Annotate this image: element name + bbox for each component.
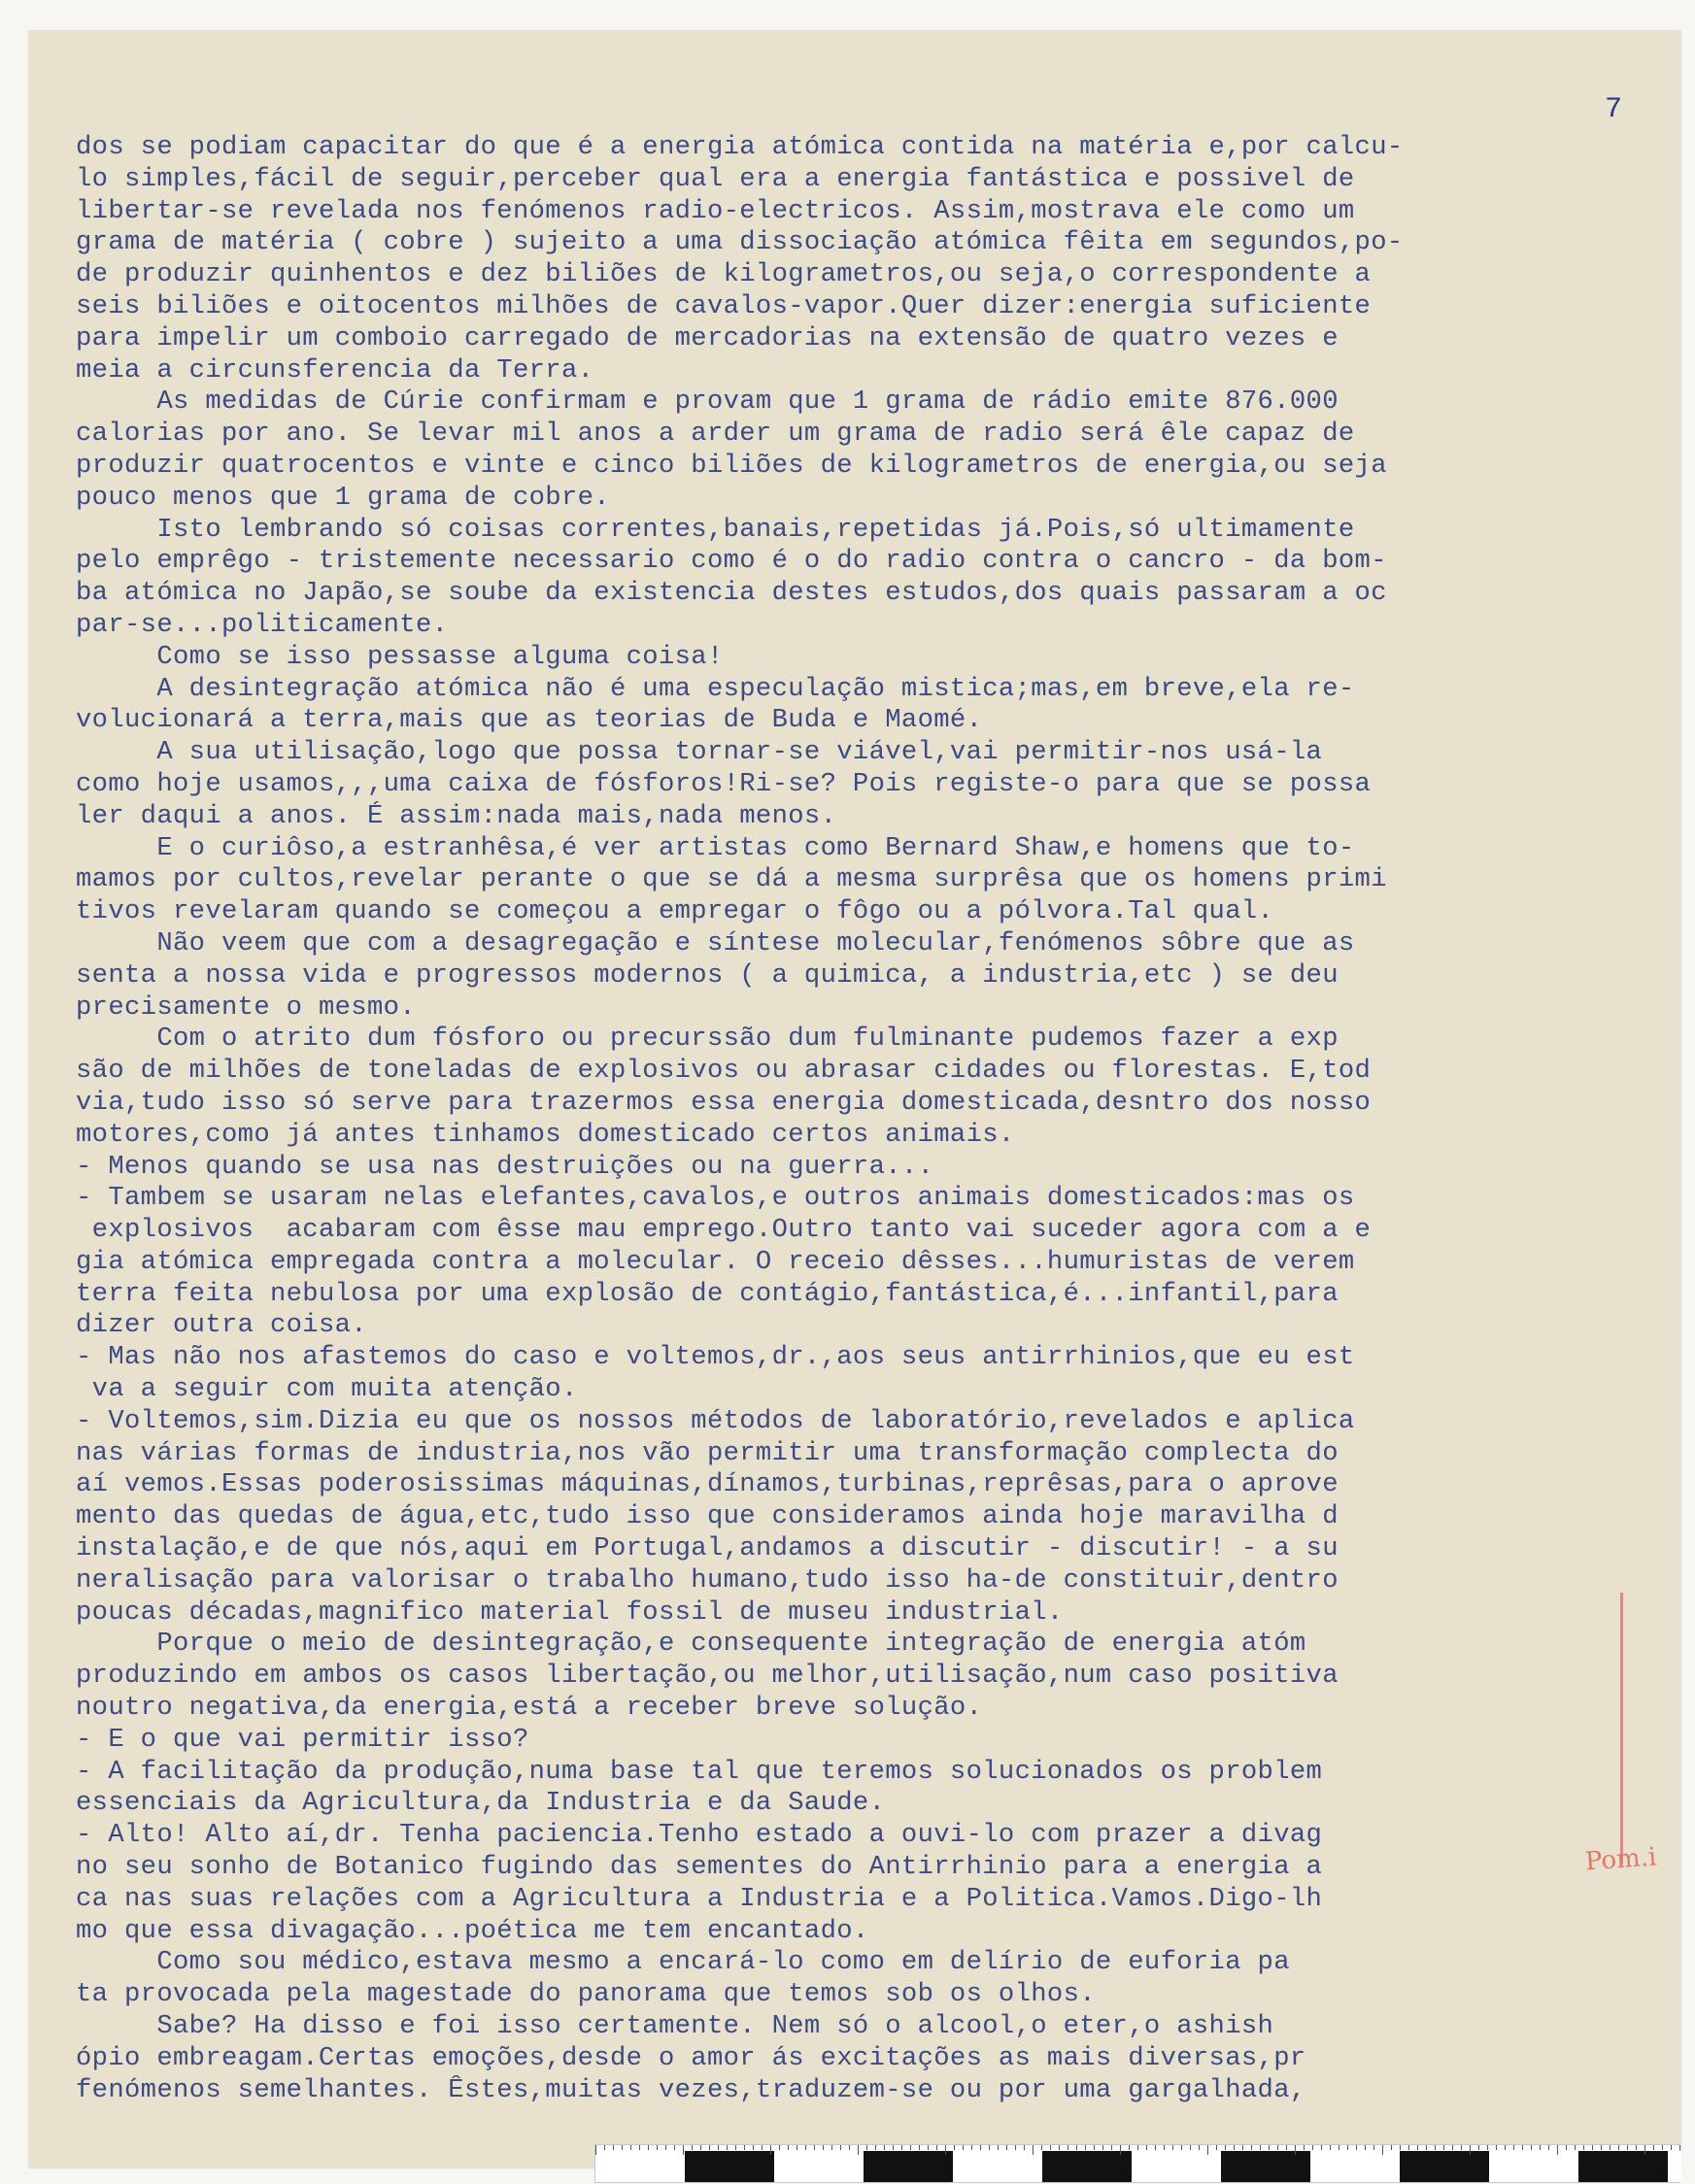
- text-line: essenciais da Agricultura,da Industria e da Saude.: [76, 1788, 886, 1819]
- ruler-tick: [1199, 2145, 1200, 2150]
- ruler-tick: [1452, 2145, 1453, 2150]
- text-line: mamos por cultos,revelar perante o que se dá a mesma surprêsa que os homens primi: [76, 864, 1387, 895]
- ruler-tick: [1216, 2145, 1217, 2150]
- ruler-segment: [1400, 2151, 1489, 2182]
- ruler-tick: [954, 2145, 955, 2150]
- ruler-tick: [1671, 2145, 1672, 2150]
- ruler-tick: [901, 2145, 902, 2150]
- ruler-segment: [1310, 2151, 1400, 2182]
- ruler-tick: [884, 2145, 885, 2150]
- ruler-tick: [1575, 2145, 1576, 2150]
- text-line: ba atómica no Japão,se soube da existencia destes estudos,dos quais passaram a oc: [76, 578, 1387, 609]
- text-line: para impelir um comboio carregado de mercadorias na extensão de quatro vezes e: [76, 322, 1339, 353]
- ruler-tick: [893, 2145, 894, 2150]
- ruler-tick: [665, 2145, 666, 2150]
- text-line: volucionará a terra,mais que as teorias de Buda e Maomé.: [76, 705, 983, 736]
- ruler-tick: [936, 2145, 937, 2150]
- ruler-tick: [1181, 2145, 1182, 2150]
- ruler-tick: [1146, 2145, 1147, 2150]
- ruler-tick: [1662, 2145, 1663, 2150]
- ruler-tick: [1531, 2145, 1532, 2150]
- ruler-segment: [1221, 2151, 1310, 2182]
- text-line: lo simples,fácil de seguir,perceber qual era a energia fantástica e possivel de: [76, 163, 1355, 194]
- ruler-tick: [1417, 2145, 1418, 2150]
- ruler-tick: [1540, 2145, 1541, 2150]
- text-line: no seu sonho de Botanico fugindo das sementes do Antirrhinio para a energia a: [76, 1852, 1323, 1883]
- ruler-tick: [1137, 2145, 1138, 2150]
- ruler-tick: [1269, 2145, 1270, 2150]
- ruler-tick: [1015, 2145, 1016, 2150]
- text-line: grama de matéria ( cobre ) sujeito a uma dissociação atómica fêita em segundos,po-: [76, 227, 1404, 258]
- ruler-tick: [823, 2145, 824, 2150]
- ruler-tick: [1225, 2145, 1226, 2150]
- ruler-segment: [774, 2151, 864, 2182]
- ruler-tick: [1566, 2145, 1567, 2150]
- ruler-tick: [1304, 2145, 1305, 2150]
- ruler-segment: [1132, 2151, 1221, 2182]
- ruler-tick: [1120, 2145, 1121, 2155]
- ruler-tick: [1286, 2145, 1287, 2150]
- text-line: precisamente o mesmo.: [76, 991, 416, 1023]
- ruler-tick: [1050, 2145, 1051, 2150]
- ruler-segment: [864, 2151, 953, 2182]
- ruler-tick: [1129, 2145, 1130, 2150]
- text-line: va a seguir com muita atenção.: [76, 1374, 578, 1405]
- ruler-tick: [1321, 2145, 1322, 2150]
- ruler-segment: [685, 2151, 774, 2182]
- ruler-tick: [814, 2145, 815, 2150]
- ruler-tick: [1059, 2145, 1060, 2150]
- text-line: Com o atrito dum fósforo ou precurssão dum fulminante pudemos fazer a exp: [76, 1024, 1339, 1055]
- text-line: motores,como já antes tinhamos domesticado certos animais.: [76, 1119, 1015, 1150]
- text-line: ca nas suas relações com a Agricultura a Industria e a Politica.Vamos.Digo-lh: [76, 1883, 1323, 1914]
- ruler-tick: [683, 2145, 684, 2155]
- ruler-tick: [998, 2145, 999, 2150]
- ruler-tick: [770, 2145, 771, 2155]
- ruler-tick: [622, 2145, 623, 2150]
- ruler-tick: [630, 2145, 631, 2150]
- ruler-tick: [604, 2145, 605, 2150]
- ruler-tick: [1601, 2145, 1602, 2150]
- ruler-tick: [1513, 2145, 1514, 2150]
- text-line: ler daqui a anos. É assim:nada mais,nada menos.: [76, 800, 837, 831]
- text-line: como hoje usamos,,,uma caixa de fósforos!Ri-se? Pois registe-o para que se possa: [76, 768, 1372, 799]
- ruler-tick: [1190, 2145, 1191, 2150]
- ruler-tick: [1164, 2145, 1165, 2150]
- text-line: - A facilitação da produção,numa base tal que teremos solucionados os problem: [76, 1756, 1323, 1787]
- ruler-tick: [1373, 2145, 1374, 2150]
- ruler-tick: [1557, 2145, 1558, 2155]
- ruler-tick: [1435, 2145, 1436, 2150]
- ruler-tick: [788, 2145, 789, 2150]
- ruler-tick: [1251, 2145, 1252, 2150]
- scale-ruler: [594, 2144, 1680, 2183]
- ruler-tick: [1234, 2145, 1235, 2150]
- handwritten-margin-note: Pom.i: [1584, 1842, 1658, 1877]
- ruler-tick: [1505, 2145, 1506, 2150]
- text-line: - Mas não nos afastemos do caso e voltemos,dr.,aos seus antirrhinios,que eu est: [76, 1342, 1355, 1373]
- ruler-segment: [1668, 2151, 1681, 2182]
- ruler-tick: [1033, 2145, 1034, 2155]
- red-margin-mark: [1620, 1593, 1623, 1865]
- text-line: nas várias formas de industria,nos vão permitir uma transformação complecta do: [76, 1437, 1339, 1468]
- text-line: pouco menos que 1 grama de cobre.: [76, 482, 610, 513]
- text-line: explosivos acabaram com êsse mau emprego.Outro tanto vai suceder agora com a e: [76, 1215, 1372, 1246]
- ruler-tick: [1382, 2145, 1383, 2155]
- ruler-tick: [1102, 2145, 1103, 2150]
- text-line: aí vemos.Essas poderosissimas máquinas,dínamos,turbinas,reprêsas,para o aprove: [76, 1469, 1339, 1500]
- ruler-tick: [980, 2145, 981, 2150]
- text-line: E o curiôso,a estranhêsa,é ver artistas como Bernard Shaw,e homens que to-: [76, 832, 1355, 863]
- text-line: As medidas de Cúrie confirmam e provam que 1 grama de rádio emite 876.000: [76, 386, 1339, 418]
- ruler-tick: [1478, 2145, 1479, 2150]
- ruler-tick: [963, 2145, 964, 2150]
- text-line: Como sou médico,estava mesmo a encará-lo como em delírio de euforia pa: [76, 1947, 1290, 1978]
- text-line: par-se...politicamente.: [76, 609, 449, 640]
- text-line: instalação,e de que nós,aqui em Portugal,andamos a discutir - discutir! - a su: [76, 1533, 1339, 1564]
- ruler-tick: [718, 2145, 719, 2150]
- ruler-tick: [700, 2145, 701, 2150]
- ruler-tick: [1024, 2145, 1025, 2150]
- typewritten-body: [76, 132, 1649, 2106]
- ruler-tick: [1592, 2145, 1593, 2150]
- ruler-tick: [1277, 2145, 1278, 2150]
- ruler-tick: [753, 2145, 754, 2150]
- ruler-tick: [674, 2145, 675, 2150]
- ruler-segment: [1489, 2151, 1578, 2182]
- ruler-tick: [849, 2145, 850, 2150]
- ruler-tick: [1347, 2145, 1348, 2150]
- text-line: dos se podiam capacitar do que é a energia atómica contida na matéria e,por calcu-: [76, 132, 1404, 162]
- ruler-tick: [1006, 2145, 1007, 2150]
- ruler-tick: [1330, 2145, 1331, 2150]
- text-line: - Menos quando se usa nas destruições ou na guerra...: [76, 1151, 934, 1182]
- ruler-tick: [858, 2145, 859, 2155]
- ruler-tick: [639, 2145, 640, 2150]
- text-line: tivos revelaram quando se começou a empregar o fôgo ou a pólvora.Tal qual.: [76, 896, 1274, 927]
- text-line: fenómenos semelhantes. Êstes,muitas vezes,traduzem-se ou por uma gargalhada,: [76, 2074, 1306, 2105]
- text-line: Isto lembrando só coisas correntes,banais,repetidas já.Pois,só ultimamente: [76, 514, 1355, 545]
- ruler-tick: [1295, 2145, 1296, 2155]
- ruler-tick: [1041, 2145, 1042, 2150]
- text-line: Porque o meio de desintegração,e consequente integração de energia atóm: [76, 1629, 1306, 1660]
- text-line: produzir quatrocentos e vinte e cinco biliões de kilogrametros de energia,ou seja: [76, 450, 1387, 481]
- text-line: - Tambem se usaram nelas elefantes,cavalos,e outros animais domesticados:mas os: [76, 1183, 1355, 1214]
- ruler-tick: [1636, 2145, 1637, 2150]
- ruler-tick: [1618, 2145, 1619, 2150]
- ruler-tick: [971, 2145, 972, 2150]
- ruler-segment: [953, 2151, 1042, 2182]
- ruler-tick: [1426, 2145, 1427, 2150]
- ruler-tick: [657, 2145, 658, 2150]
- ruler-segment: [1578, 2151, 1668, 2182]
- text-line: mo que essa divagação...poética me tem encantado.: [76, 1915, 869, 1946]
- ruler-tick: [1207, 2145, 1208, 2155]
- text-line: gia atómica empregada contra a molecular. O receio dêsses...humuristas de verem: [76, 1246, 1355, 1277]
- ruler-tick: [1260, 2145, 1261, 2150]
- text-line: produzindo em ambos os casos libertação,ou melhor,utilisação,num caso positiva: [76, 1661, 1339, 1692]
- ruler-tick: [1085, 2145, 1086, 2150]
- text-line: mento das quedas de água,etc,tudo isso que consideramos ainda hoje maravilha d: [76, 1501, 1339, 1532]
- page-number: 7: [1605, 93, 1623, 126]
- ruler-tick: [1548, 2145, 1549, 2150]
- ruler-tick: [1312, 2145, 1313, 2150]
- ruler-tick: [648, 2145, 649, 2150]
- ruler-tick: [1487, 2145, 1488, 2150]
- text-line: Como se isso pessasse alguma coisa!: [76, 641, 724, 672]
- ruler-tick: [744, 2145, 745, 2150]
- text-line: terra feita nebulosa por uma explosão de contágio,fantástica,é...infantil,para: [76, 1278, 1339, 1309]
- ruler-tick: [709, 2145, 710, 2150]
- text-line: noutro negativa,da energia,está a receber breve solução.: [76, 1693, 983, 1724]
- ruler-tick: [919, 2145, 920, 2150]
- text-line: meia a circunsferencia da Terra.: [76, 354, 594, 386]
- text-line: via,tudo isso só serve para trazermos essa energia domesticada,desntro dos nosso: [76, 1087, 1372, 1118]
- ruler-tick: [1094, 2145, 1095, 2150]
- ruler-segment: [595, 2151, 685, 2182]
- ruler-tick: [1400, 2145, 1401, 2150]
- ruler-segment: [1042, 2151, 1132, 2182]
- ruler-tick: [692, 2145, 693, 2150]
- ruler-tick: [1172, 2145, 1173, 2150]
- text-line: poucas décadas,magnifico material fossil de museu industrial.: [76, 1596, 1064, 1628]
- ruler-tick: [831, 2145, 832, 2150]
- ruler-tick: [1443, 2145, 1444, 2150]
- ruler-tick: [1653, 2145, 1654, 2150]
- text-line: senta a nossa vida e progressos modernos ( a quimica, a industria,etc ) se deu: [76, 959, 1339, 991]
- ruler-tick: [928, 2145, 929, 2150]
- ruler-tick: [1365, 2145, 1366, 2150]
- ruler-tick: [1644, 2145, 1645, 2155]
- text-line: A desintegração atómica não é uma especulação mistica;mas,em breve,ela re-: [76, 673, 1355, 704]
- ruler-tick: [779, 2145, 780, 2150]
- ruler-tick: [1461, 2145, 1462, 2150]
- text-line: calorias por ano. Se levar mil anos a arder um grama de radio será êle capaz de: [76, 419, 1355, 450]
- text-line: são de milhões de toneladas de explosivos ou abrasar cidades ou florestas. E,tod: [76, 1056, 1372, 1087]
- text-line: - Alto! Alto aí,dr. Tenha paciencia.Tenho estado a ouvi-lo com prazer a divag: [76, 1820, 1323, 1851]
- ruler-tick: [1391, 2145, 1392, 2150]
- ruler-tick: [866, 2145, 867, 2150]
- ruler-tick: [989, 2145, 990, 2150]
- ruler-tick: [735, 2145, 736, 2150]
- ruler-tick: [1522, 2145, 1523, 2150]
- text-line: A sua utilisação,logo que possa tornar-se viável,vai permitir-nos usá-la: [76, 737, 1323, 768]
- text-line: pelo emprêgo - tristemente necessario como é o do radio contra o cancro - da bom-: [76, 546, 1387, 577]
- ruler-tick: [805, 2145, 806, 2150]
- ruler-tick: [1496, 2145, 1497, 2150]
- text-line: - E o que vai permitir isso?: [76, 1724, 529, 1755]
- text-line: Não veem que com a desagregação e síntese molecular,fenómenos sôbre que as: [76, 927, 1355, 958]
- text-line: libertar-se revelada nos fenómenos radio-electricos. Assim,mostrava ele como um: [76, 195, 1355, 226]
- ruler-tick: [1356, 2145, 1357, 2150]
- text-line: - Voltemos,sim.Dizia eu que os nossos métodos de laboratório,revelados e aplica: [76, 1405, 1355, 1436]
- ruler-tick: [1242, 2145, 1243, 2150]
- ruler-tick: [595, 2145, 596, 2155]
- text-line: ta provocada pela magestade do panorama que temos sob os olhos.: [76, 1979, 1096, 2010]
- ruler-tick: [1076, 2145, 1077, 2150]
- ruler-tick: [727, 2145, 728, 2150]
- text-line: neralisação para valorisar o trabalho humano,tudo isso ha-de constituir,dentro: [76, 1564, 1339, 1596]
- text-line: de produzir quinhentos e dez biliões de kilogrametros,ou seja,o correspondente a: [76, 259, 1372, 290]
- ruler-tick: [1408, 2145, 1409, 2150]
- ruler-tick: [840, 2145, 841, 2150]
- ruler-tick: [1111, 2145, 1112, 2150]
- ruler-tick: [1583, 2145, 1584, 2150]
- ruler-tick: [945, 2145, 946, 2155]
- text-line: seis biliões e oitocentos milhões de cavalos-vapor.Quer dizer:energia suficiente: [76, 290, 1372, 321]
- text-line: ópio embreagam.Certas emoções,desde o amor ás excitações as mais diversas,pr: [76, 2042, 1306, 2073]
- ruler-tick: [910, 2145, 911, 2150]
- ruler-tick: [1679, 2145, 1680, 2150]
- text-line: dizer outra coisa.: [76, 1310, 367, 1341]
- ruler-tick: [613, 2145, 614, 2150]
- ruler-tick: [1155, 2145, 1156, 2150]
- ruler-tick: [1470, 2145, 1471, 2155]
- text-line: Sabe? Ha disso e foi isso certamente. Nem só o alcool,o eter,o ashish: [76, 2011, 1274, 2042]
- ruler-tick: [875, 2145, 876, 2150]
- ruler-tick: [762, 2145, 763, 2150]
- ruler-tick: [1627, 2145, 1628, 2150]
